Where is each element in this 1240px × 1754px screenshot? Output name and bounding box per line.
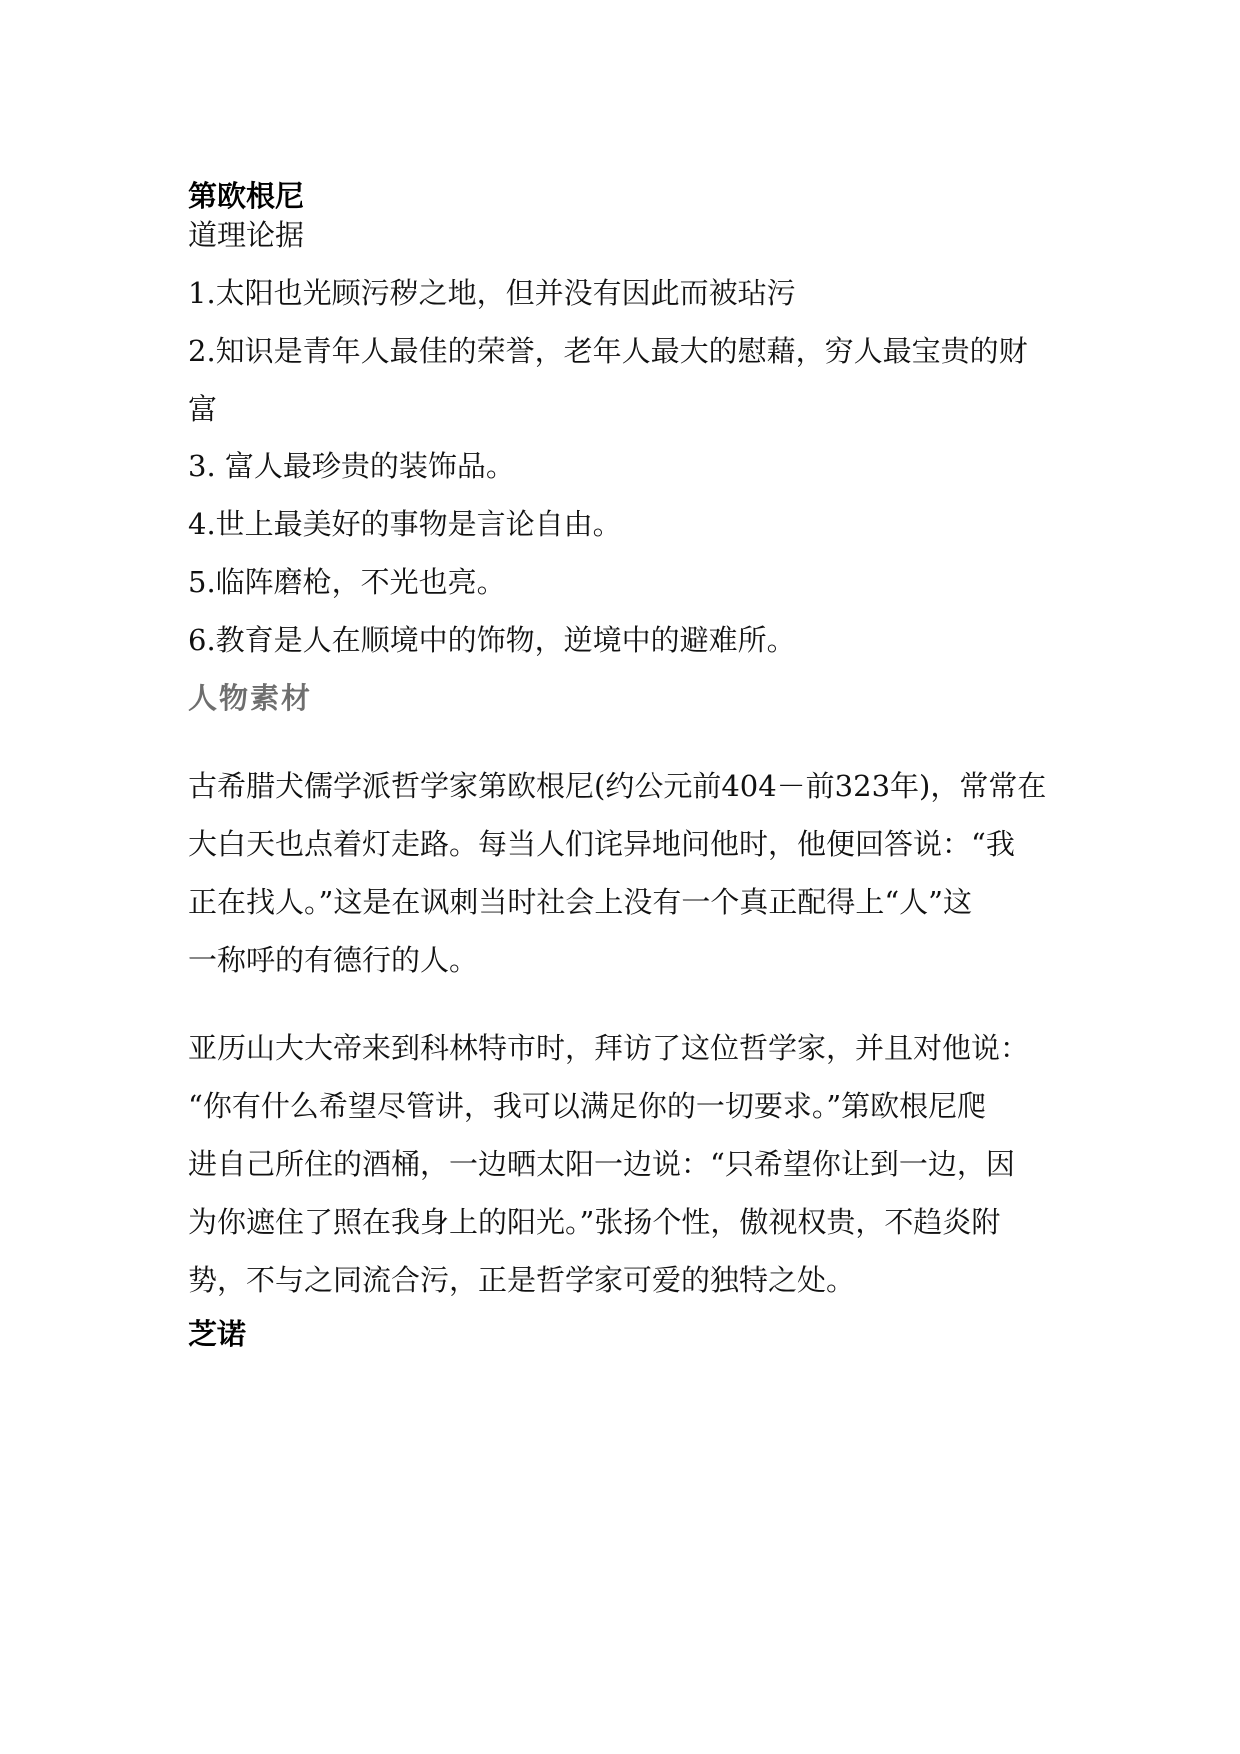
list-item: 富: [188, 392, 218, 426]
section-title: 第欧根尼: [188, 179, 305, 213]
list-item: 5.临阵磨枪，不光也亮。: [188, 565, 506, 599]
paragraph-line: 古希腊犬儒学派哲学家第欧根尼(约公元前404－前323年)，常常在: [188, 769, 1047, 803]
list-item: 6.教育是人在顺境中的饰物，逆境中的避难所。: [188, 623, 796, 657]
paragraph-line: 势，不与之同流合污，正是哲学家可爱的独特之处。: [188, 1263, 856, 1297]
list-item: 1.太阳也光顾污秽之地，但并没有因此而被玷污: [188, 276, 796, 310]
paragraph-line: 正在找人。”这是在讽刺当时社会上没有一个真正配得上“人”这: [188, 885, 972, 919]
section-title: 芝诺: [188, 1317, 247, 1351]
paragraph-line: 亚历山大大帝来到科林特市时，拜访了这位哲学家，并且对他说：: [188, 1031, 1030, 1065]
list-item: 3. 富人最珍贵的装饰品。: [188, 449, 515, 483]
paragraph-line: “你有什么希望尽管讲，我可以满足你的一切要求。”第欧根尼爬: [188, 1089, 987, 1123]
paragraph-line: 大白天也点着灯走路。每当人们诧异地问他时，他便回答说：“我: [188, 827, 1015, 861]
paragraph-line: 进自己所住的酒桶，一边晒太阳一边说：“只希望你让到一边，因: [188, 1147, 1015, 1181]
list-item: 2.知识是青年人最佳的荣誉，老年人最大的慰藉，穷人最宝贵的财: [188, 334, 1028, 368]
material-label: 人物素材: [188, 681, 313, 715]
list-item: 4.世上最美好的事物是言论自由。: [188, 507, 622, 541]
paragraph-line: 一称呼的有德行的人。: [188, 943, 479, 977]
reasoning-label: 道理论据: [188, 218, 305, 252]
paragraph-line: 为你遮住了照在我身上的阳光。”张扬个性，傲视权贵，不趋炎附: [188, 1205, 1001, 1239]
